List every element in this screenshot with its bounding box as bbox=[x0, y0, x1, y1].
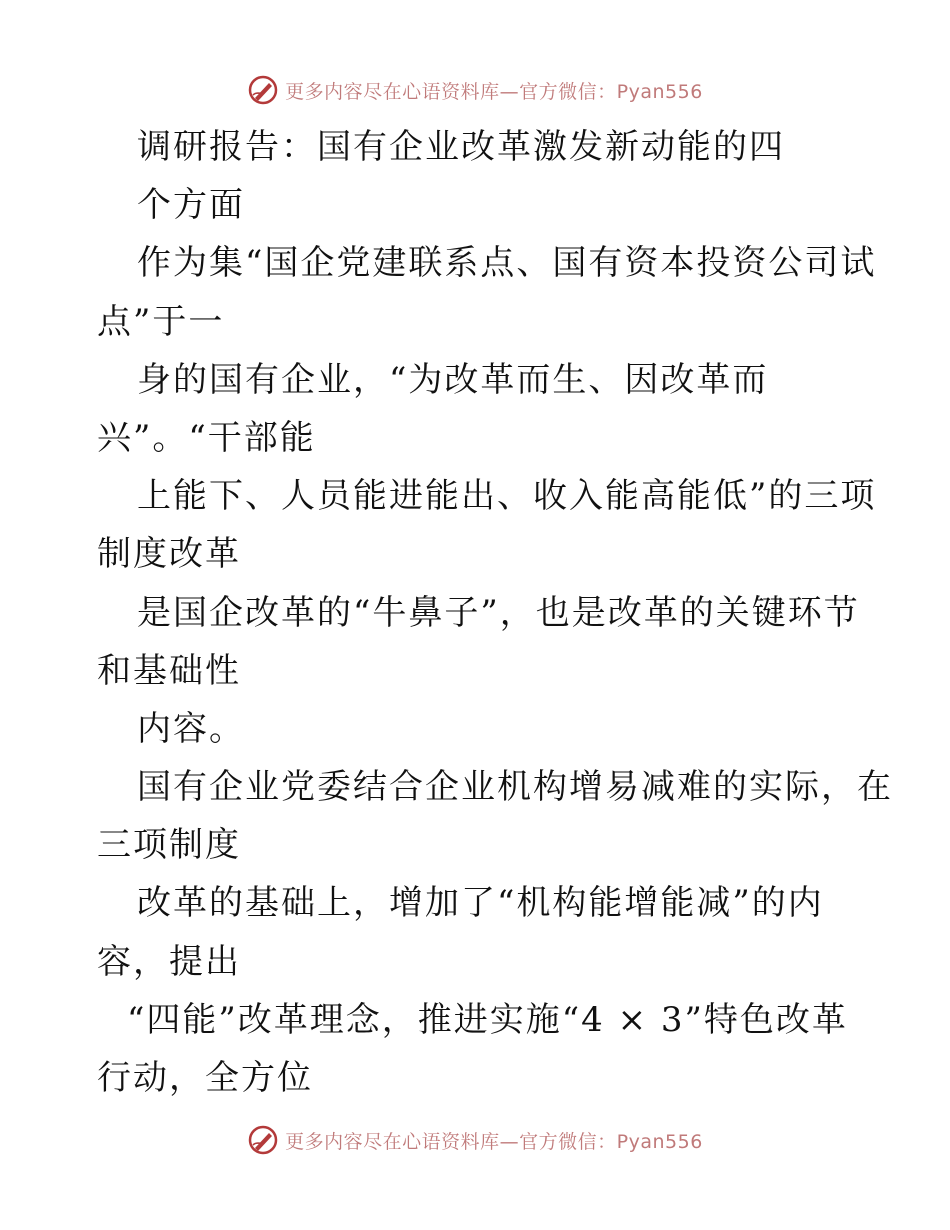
paragraph-line: 改革的基础上，增加了“机构能增能减”的内 bbox=[137, 883, 824, 924]
document-body bbox=[97, 118, 893, 1107]
pen-logo-icon bbox=[247, 74, 279, 106]
paragraph-line: 点”于一 bbox=[97, 301, 225, 342]
title-line-2: 个方面 bbox=[137, 185, 245, 226]
pen-logo-icon bbox=[247, 1124, 279, 1156]
paragraph-line: 容，提出 bbox=[97, 941, 241, 982]
paragraph-line: 三项制度 bbox=[97, 825, 241, 866]
paragraph-line: 是国企改革的“牛鼻子”，也是改革的关键环节 bbox=[137, 592, 860, 633]
paragraph-line: 身的国有企业，“为改革而生、因改革而 bbox=[137, 359, 769, 400]
paragraph-line: 制度改革 bbox=[97, 534, 241, 575]
paragraph-line: 内容。 bbox=[137, 708, 245, 749]
title-line-1: 调研报告：国有企业改革激发新动能的四 bbox=[137, 127, 785, 167]
paragraph-line: 国有企业党委结合企业机构增易减难的实际，在 bbox=[137, 767, 893, 808]
header-banner bbox=[0, 70, 950, 110]
footer-banner bbox=[0, 1120, 950, 1160]
paragraph-line: 上能下、人员能进能出、收入能高能低”的三项 bbox=[137, 476, 877, 517]
paragraph-line: 和基础性 bbox=[97, 650, 241, 691]
header-banner-text: 更多内容尽在心语资料库—官方微信：Pyan556 bbox=[285, 80, 703, 103]
paragraph-line: 作为集“国企党建联系点、国有资本投资公司试 bbox=[137, 243, 877, 284]
paragraph-line: 行动，全方位 bbox=[97, 1058, 313, 1098]
paragraph-line: 兴”。“干部能 bbox=[97, 417, 316, 458]
footer-banner-text: 更多内容尽在心语资料库—官方微信：Pyan556 bbox=[285, 1130, 703, 1153]
paragraph-line: “四能”改革理念，推进实施“4 × 3”特色改革 bbox=[127, 999, 848, 1040]
